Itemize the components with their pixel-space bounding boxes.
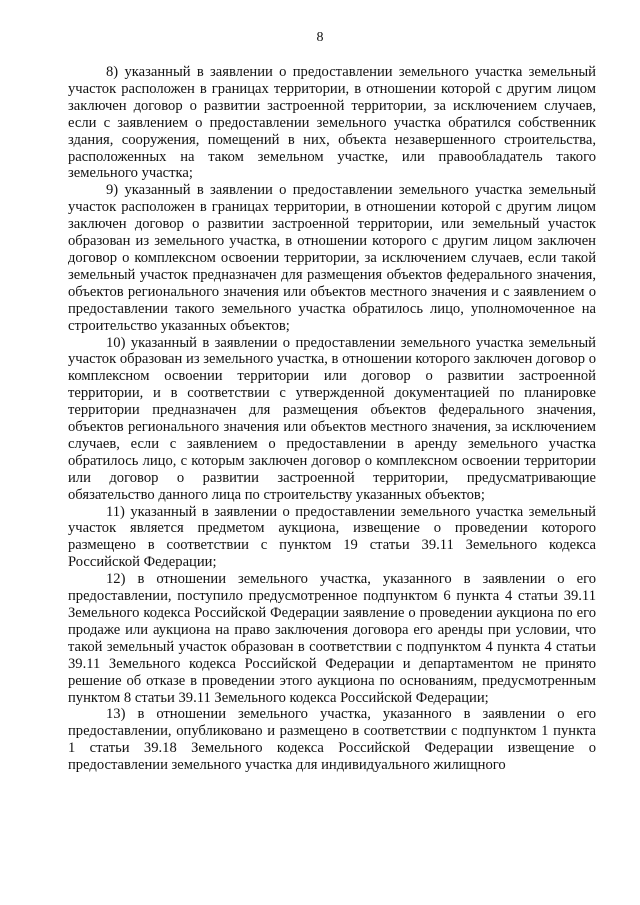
paragraph-item-10: 10) указанный в заявлении о предоставлении земельного участка земельный участок образован из земельного участка, в отношении которого заключен договор о комплексном освоении территории или договор о развитии застроенной территории, и в соответствии с утвержденной документацией по планировке территории предназначен для размещения объектов федерального значения, объектов регионального значения или объектов местного значения, за исключением случаев, если с заявлением о предоставлении в аренду земельного участка обратилось лицо, с которым заключен договор о комплексном освоении территории или договор о развитии застроенной территории, предусматривающие обязательство данного лица по строительству указанных объектов; <box>68 334 596 503</box>
document-body <box>68 64 596 774</box>
page-number: 8 <box>316 30 324 45</box>
paragraph-item-12: 12) в отношении земельного участка, указанного в заявлении о его предоставлении, поступило предусмотренное подпунктом 6 пункта 4 статьи 39.11 Земельного кодекса Российской Федерации заявление о проведении аукциона по его продаже или аукциона на право заключения договора его аренды при условии, что такой земельный участок образован в соответствии с подпунктом 4 пункта 4 статьи 39.11 Земельного кодекса Российской Федерации и департаментом не принято решение об отказе в проведении этого аукциона по основаниям, предусмотренным пунктом 8 статьи 39.11 Земельного кодекса Российской Федерации; <box>68 571 596 706</box>
paragraph-item-9: 9) указанный в заявлении о предоставлении земельного участка земельный участок расположен в границах территории, в отношении которой с другим лицом заключен договор о развитии застроенной территории, или земельный участок образован из земельного участка, в отношении которого с другим лицом заключен договор о комплексном освоении территории, за исключением случаев, если такой земельный участок предназначен для размещения объектов федерального значения, объектов регионального значения или объектов местного значения и с заявлением о предоставлении такого земельного участка обратилось лицо, уполномоченное на строительство указанных объектов; <box>68 182 596 334</box>
paragraph-item-8: 8) указанный в заявлении о предоставлении земельного участка земельный участок расположен в границах территории, в отношении которой с другим лицом заключен договор о развитии застроенной территории, за исключением случаев, если с заявлением о предоставлении земельного участка обратился собственник здания, сооружения, помещений в них, объекта незавершенного строительства, расположенных на таком земельном участке, или правообладатель такого земельного участка; <box>68 64 596 182</box>
paragraph-item-13: 13) в отношении земельного участка, указанного в заявлении о его предоставлении, опубликовано и размещено в соответствии с подпунктом 1 пункта 1 статьи 39.18 Земельного кодекса Российской Федерации извещение о предоставлении земельного участка для индивидуального жилищного <box>68 706 596 774</box>
paragraph-item-11: 11) указанный в заявлении о предоставлении земельного участка земельный участок является предметом аукциона, извещение о проведении которого размещено в соответствии с пунктом 19 статьи 39.11 Земельного кодекса Российской Федерации; <box>68 503 596 571</box>
